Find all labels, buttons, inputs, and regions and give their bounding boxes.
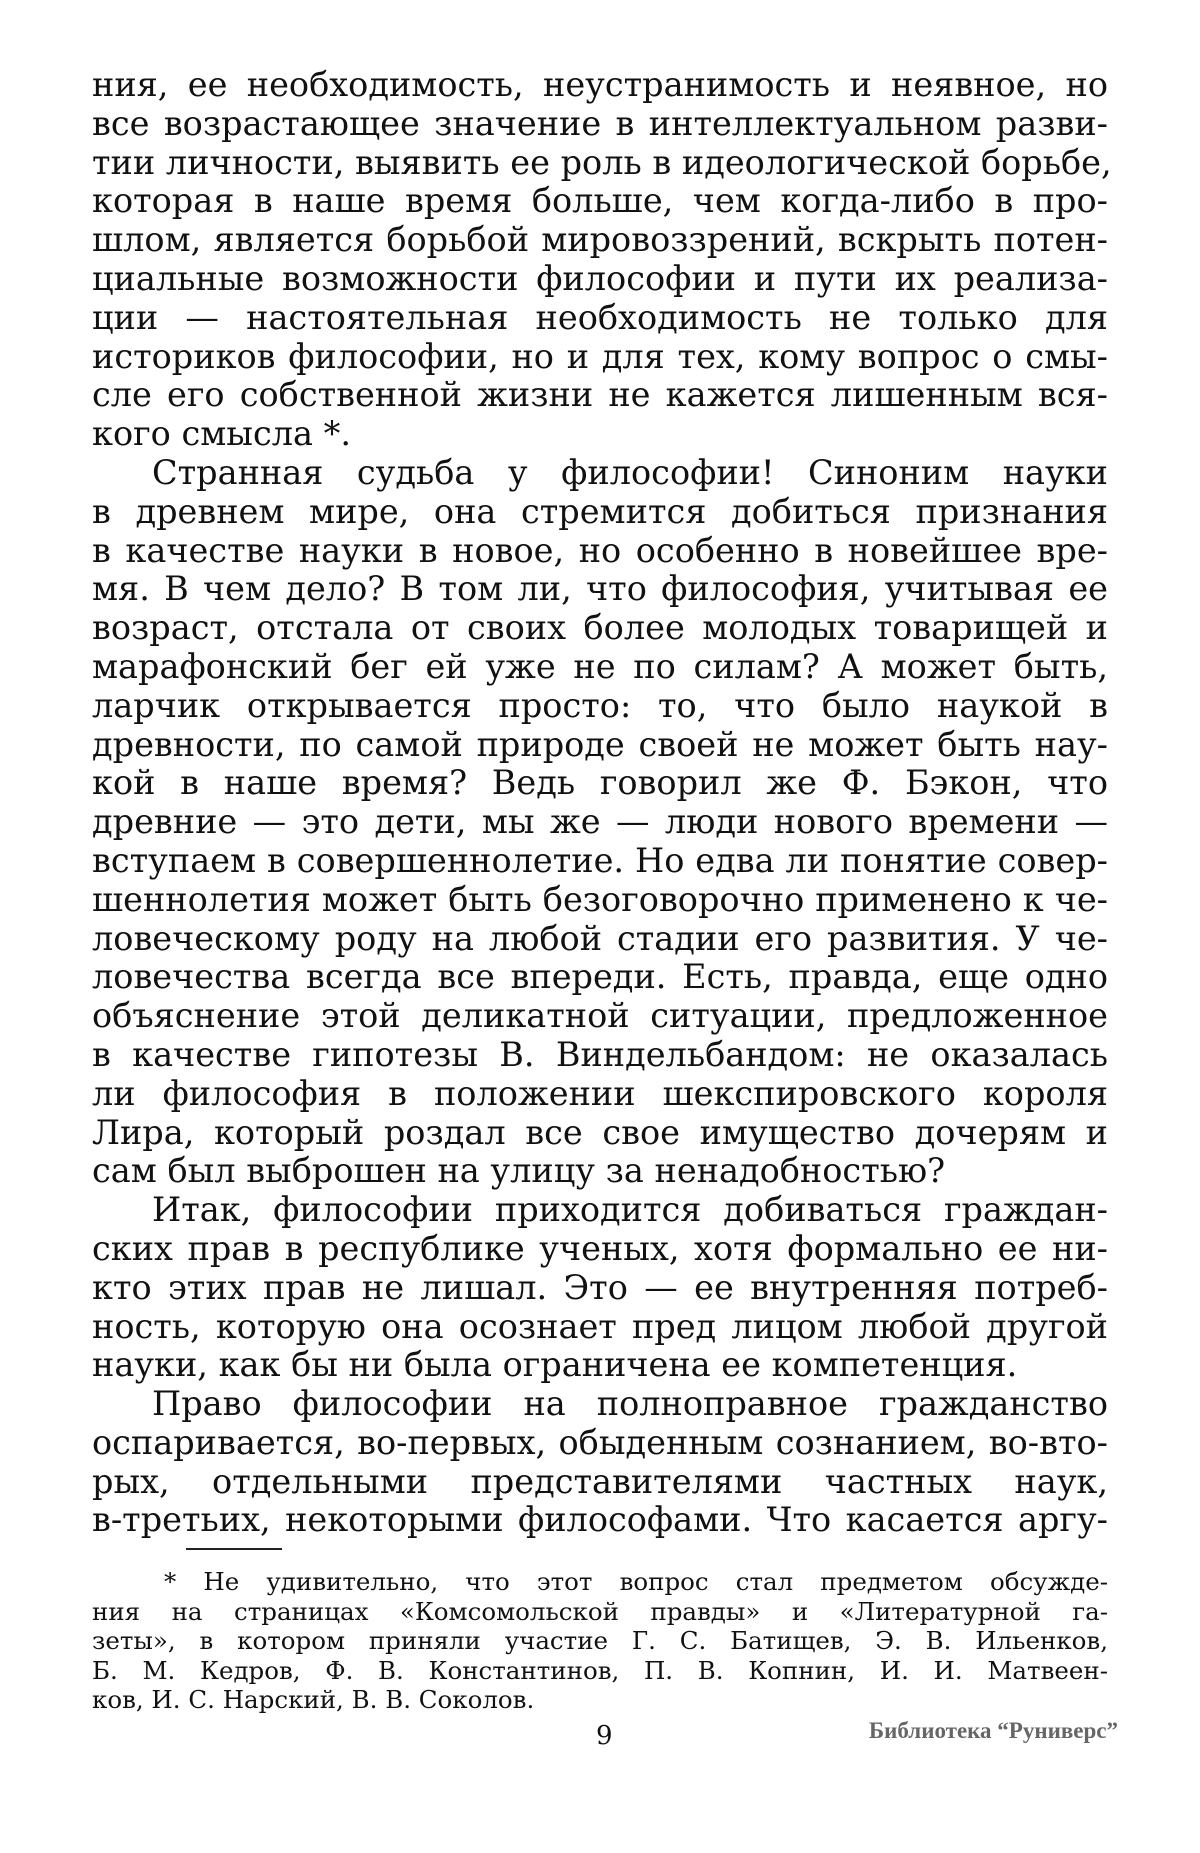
text-line: кой в наше время? Ведь говорил же Ф. Бэкон, что [92,763,1108,803]
text-line: историков философии, но и для тех, кому вопрос о смы- [92,336,1108,376]
text-line: кого смысла *. [92,414,352,454]
text-line: тии личности, выявить ее роль в идеологической борьбе, [92,142,1112,182]
text-line: ния, ее необходимость, неустранимость и неявное, но [92,65,1108,104]
footnote-line: * Не удивительно, что этот вопрос стал предметом обсужде- [164,1567,1108,1596]
text-line: марафонский бег ей уже не по силам? А может быть, [92,646,1108,686]
text-line: в древнем мире, она стремится добиться признания [92,491,1108,531]
footnotes [92,1567,1108,1715]
footnote-line: ков, И. С. Нарский, В. В. Соколов. [92,1685,535,1715]
text-line: объяснение этой деликатной ситуации, предложенное [92,996,1108,1036]
text-line: рых, отдельными представителями частных наук, [92,1461,1108,1501]
page-number: 9 [596,1721,613,1751]
text-line: ность, которую она осознает пред лицом любой другой [92,1306,1108,1346]
text-line: все возрастающее значение в интеллектуальном разви- [92,103,1108,143]
text-line: циальные возможности философии и пути их реализа- [92,258,1108,298]
text-line: вступаем в совершеннолетие. Но едва ли понятие совер- [92,840,1108,880]
text-line: шлом, является борьбой мировоззрений, вскрыть потен- [92,220,1108,260]
text-line: ских прав в республике ученых, хотя формально ее ни- [92,1228,1108,1268]
text-line: науки, как бы ни была ограничена ее компетенция. [92,1345,1018,1385]
text-line: ции — настоятельная необходимость не только для [92,297,1108,337]
text-line: мя. В чем дело? В том ли, что философия, учитывая ее [92,569,1108,609]
text-line: в качестве науки в новое, но особенно в новейшее вре- [92,530,1108,570]
text-line: сам был выброшен на улицу за ненадобностью? [92,1151,946,1191]
text-line: Лира, который роздал все свое имущество дочерям и [92,1112,1108,1152]
footnote-line: ния на страницах «Комсомольской правды» и «Литературной га- [92,1596,1108,1626]
text-line: сле его собственной жизни не кажется лишенным вся- [92,375,1108,415]
text-line: кто этих прав не лишал. Это — ее внутренняя потреб- [92,1267,1108,1307]
library-watermark: Библиотека “Руниверс” [868,1718,1118,1743]
text-line: ловечества всегда все впереди. Есть, правда, еще одно [92,957,1108,997]
footnote-separator [186,1548,282,1550]
text-line: в-третьих, некоторыми философами. Что касается аргу- [92,1500,1108,1540]
text-line: возраст, отстала от своих более молодых товарищей и [92,608,1108,648]
footnote-line: Б. М. Кедров, Ф. В. Константинов, П. В. Копнин, И. И. Матвеен- [92,1655,1108,1685]
text-line: шеннолетия может быть безоговорочно применено к че- [92,879,1108,919]
text-line: Итак, философии приходится добиваться граждан- [152,1190,1108,1230]
text-line: Странная судьба у философии! Синоним науки [152,452,1108,492]
text-line: Право философии на полноправное гражданство [152,1384,1108,1424]
text-line: ли философия в положении шекспировского короля [92,1073,1108,1113]
text-line: оспаривается, во-первых, обыденным сознанием, во-вто- [92,1422,1108,1462]
text-line: древние — это дети, мы же — люди нового времени — [92,802,1108,842]
footnote-line: зеты», в котором приняли участие Г. С. Батищев, Э. В. Ильенков, [92,1626,1108,1656]
text-line: которая в наше время больше, чем когда-либо в про- [92,181,1108,221]
text-line: в качестве гипотезы В. Виндельбандом: не оказалась [92,1034,1108,1074]
body-text [92,65,1112,1540]
text-line: ларчик открывается просто: то, что было наукой в [92,685,1108,725]
text-line: ловеческому роду на любой стадии его развития. У че- [92,918,1108,958]
text-line: древности, по самой природе своей не может быть нау- [92,724,1108,764]
